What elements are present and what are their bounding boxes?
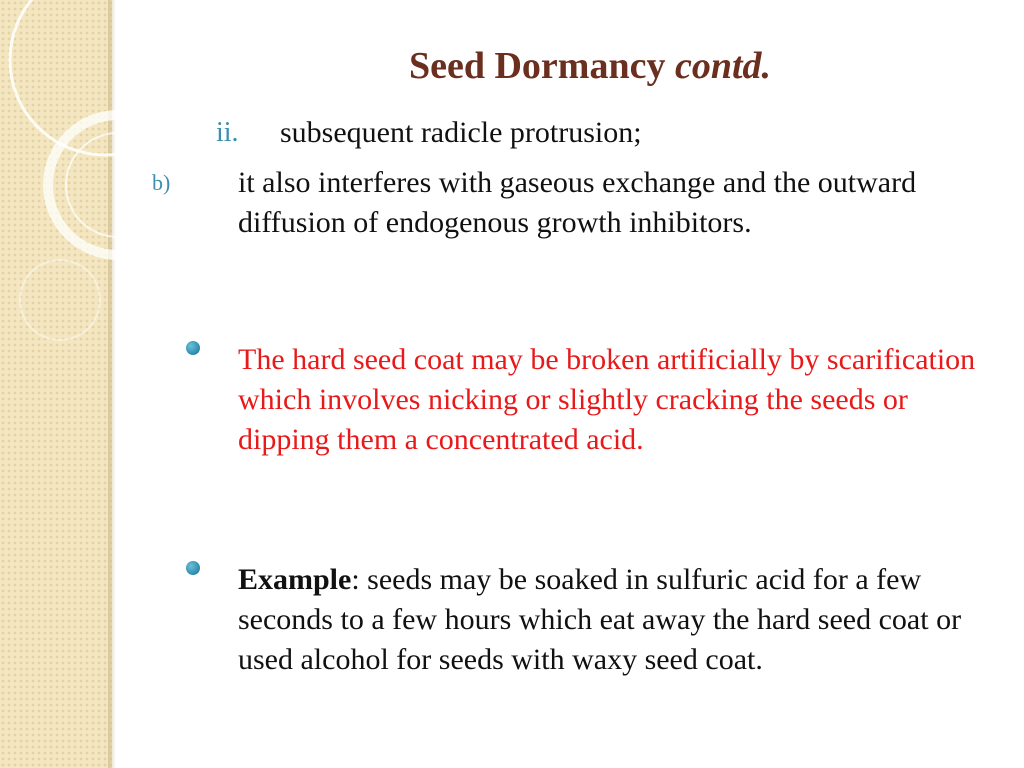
bullet-dot-icon: [186, 561, 200, 575]
slide-title: [200, 44, 980, 88]
list-item-example: [238, 560, 1008, 680]
example-text: : seeds may be soaked in sulfuric acid for a few seconds to a few hours which eat away the hard seed coat or used alcohol for seeds with waxy seed coat.: [238, 563, 962, 676]
list-item-gaseous-exchange: it also interferes with gaseous exchange and the outward diffusion of endogenous growth inhibitors.: [238, 166, 917, 239]
list-item-subsequent-radicle: subsequent radicle protrusion;: [280, 116, 642, 149]
list-marker-roman: ii.: [216, 117, 239, 148]
title-main: Seed Dormancy: [408, 45, 675, 87]
list-marker-letter: b): [152, 170, 171, 195]
list-item-scarification: The hard seed coat may be broken artificially by scarification which involves nicking or slightly cracking the seeds or dipping them a concentrated acid.: [238, 343, 976, 456]
title-italic: contd.: [674, 45, 772, 87]
decorative-circles-graphic: [0, 0, 180, 768]
example-label: Example: [238, 563, 352, 596]
bullet-dot-icon: [186, 341, 200, 355]
